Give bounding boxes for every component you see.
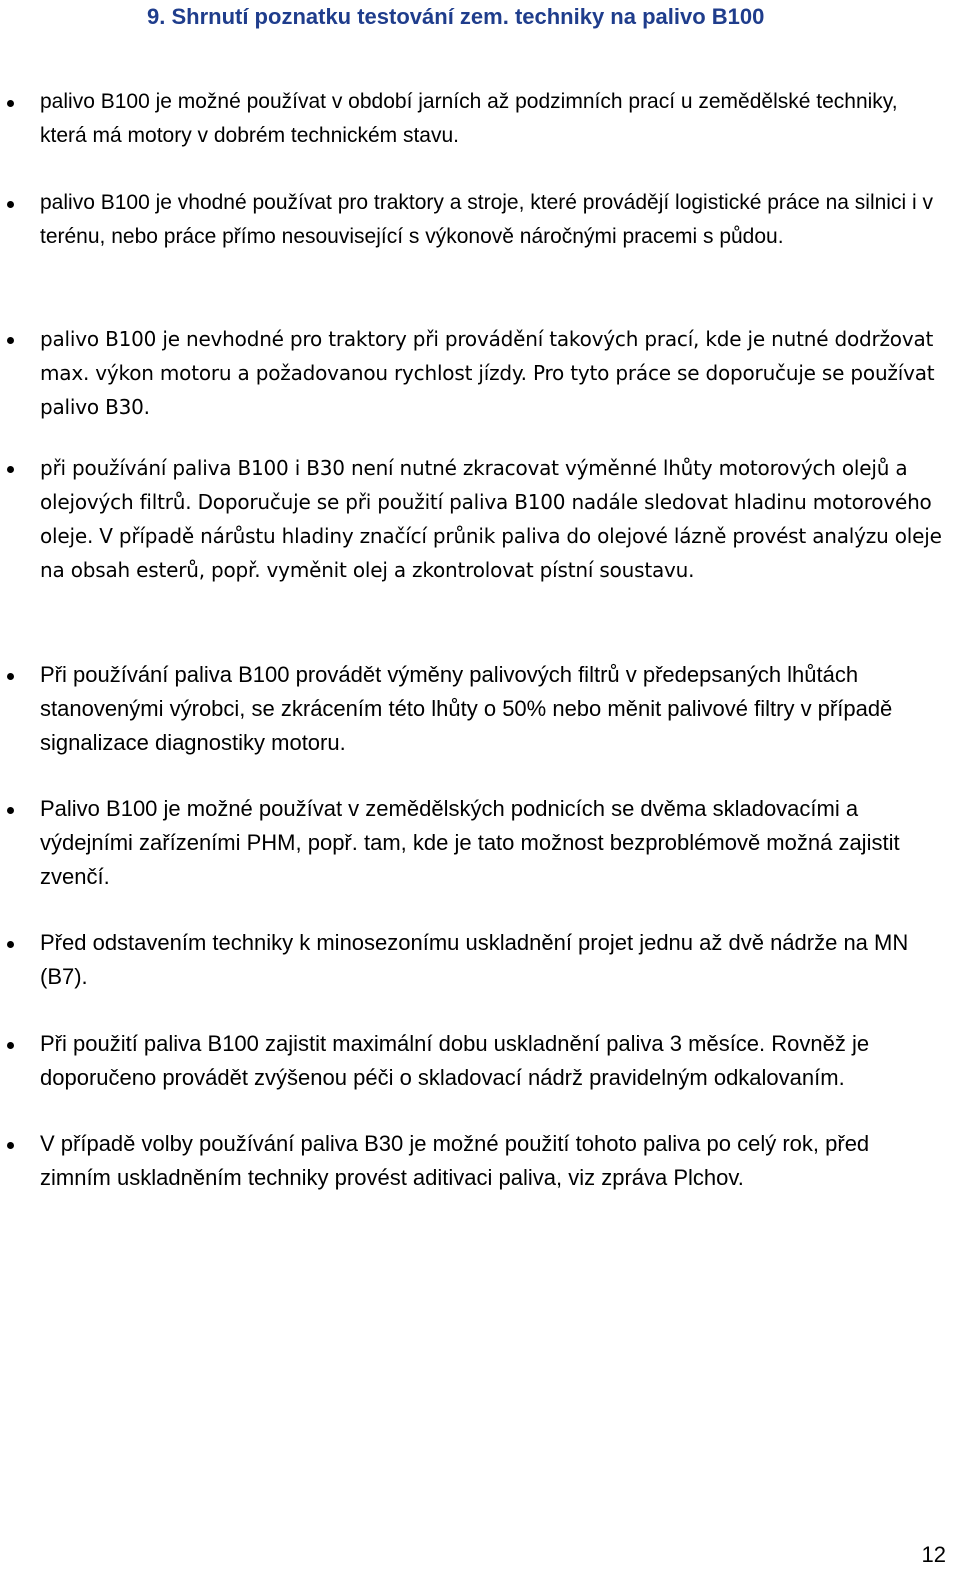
list-item-text: palivo B100 je možné používat v období jarních až podzimních prací u zemědělské techniky, která má motory v dobrém technickém stavu.: [40, 90, 898, 147]
bullet-icon: [7, 201, 14, 208]
list-item: [40, 322, 945, 424]
list-item-text: Palivo B100 je možné používat v zemědělských podnicích se dvěma skladovacími a výdejními zařízeními PHM, popř. tam, kde je tato možnost bezproblémově možná zajistit zvenčí.: [40, 796, 900, 889]
bullet-icon: [7, 941, 14, 948]
bullet-icon: [7, 466, 14, 473]
bullet-icon: [7, 807, 14, 814]
bullet-icon: [7, 100, 14, 107]
bullet-icon: [7, 673, 14, 680]
bullet-icon: [7, 1042, 14, 1049]
list-item-text: při používání paliva B100 i B30 není nutné zkracovat výměnné lhůty motorových olejů a olejových filtrů. Doporučuje se při použití paliva B100 nadále sledovat hladinu motorového oleje. V případě nárůstu hladiny značící průnik paliva do olejové lázně provést analýzu oleje na obsah esterů, popř. vyměnit olej a zkontrolovat pístní soustavu.: [40, 456, 942, 582]
bullet-icon: [7, 337, 14, 344]
list-item-text: palivo B100 je vhodné používat pro traktory a stroje, které provádějí logistické práce na silnici i v terénu, nebo práce přímo nesouvisející s výkonově náročnými pracemi s půdou.: [40, 191, 933, 248]
list-item-text: Při používání paliva B100 provádět výměny palivových filtrů v předepsaných lhůtách stanovenými výrobci, se zkrácením této lhůty o 50% nebo měnit palivové filtry v případě signalizace diagnostiky motoru.: [40, 662, 893, 755]
list-item-text: Při použití paliva B100 zajistit maximální dobu uskladnění paliva 3 měsíce. Rovněž je doporučeno provádět zvýšenou péči o skladovací nádrž pravidelným odkalovaním.: [40, 1031, 870, 1090]
section-heading: 9. Shrnutí poznatku testování zem. techniky na palivo B100: [147, 4, 765, 29]
list-item: [40, 792, 945, 894]
list-item: [40, 186, 945, 254]
list-item: [40, 451, 945, 587]
list-item-text: palivo B100 je nevhodné pro traktory při provádění takových prací, kde je nutné dodržovat max. výkon motoru a požadovanou rychlost jízdy. Pro tyto práce se doporučuje se používat palivo B30.: [40, 327, 935, 419]
list-item: [40, 658, 945, 760]
list-item: [40, 1127, 945, 1195]
list-item-text: V případě volby používání paliva B30 je možné použití tohoto paliva po celý rok, před zimním uskladněním techniky provést aditivaci paliva, viz zpráva Plchov.: [40, 1131, 870, 1190]
bullet-icon: [7, 1142, 14, 1149]
list-item-text: Před odstavením techniky k minosezonímu uskladnění projet jednu až dvě nádrže na MN (B7).: [40, 930, 909, 989]
list-item: [40, 1027, 945, 1095]
list-item: [40, 926, 945, 994]
page-number: 12: [921, 1542, 946, 1567]
list-item: [40, 85, 945, 153]
